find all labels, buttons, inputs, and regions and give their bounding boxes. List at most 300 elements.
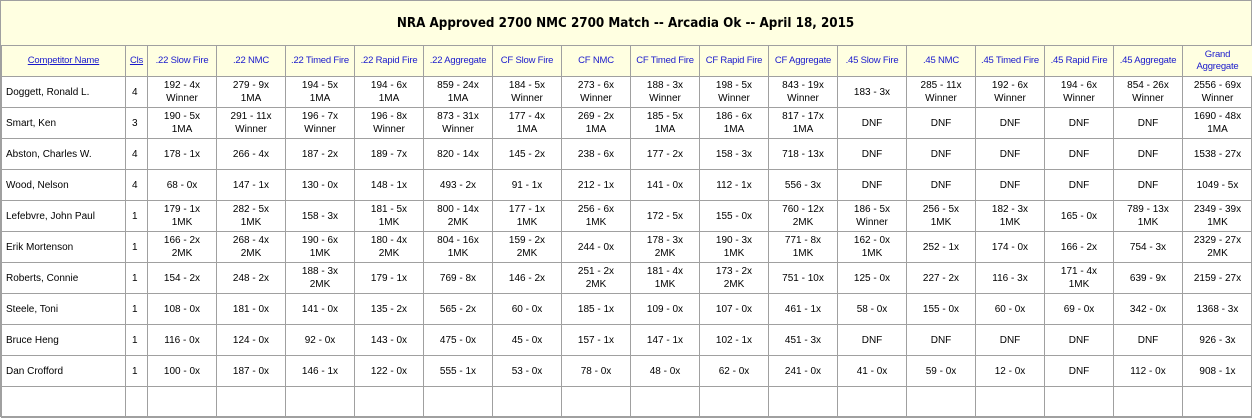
score-cell (1045, 356, 1114, 387)
column-header-cf-nmc: CF NMC (562, 46, 631, 77)
score-value: 181 - 0x (217, 303, 285, 316)
score-value: 238 - 6x (562, 148, 630, 161)
score-value: 185 - 1x (562, 303, 630, 316)
score-cell (217, 201, 286, 232)
column-header-grand-aggregate: Grand Aggregate (1183, 46, 1252, 77)
column-header-cf-rapid-fire: CF Rapid Fire (700, 46, 769, 77)
score-value: 194 - 6x (355, 79, 423, 92)
award-label: 2MK (424, 216, 492, 229)
score-value: 91 - 1x (493, 179, 561, 192)
score-cell (769, 294, 838, 325)
score-cell (1183, 325, 1252, 356)
score-cell (631, 201, 700, 232)
score-value: 859 - 24x (424, 79, 492, 92)
score-cell (631, 294, 700, 325)
column-header-competitor-name[interactable]: Competitor Name (2, 46, 126, 77)
score-value: DNF (976, 334, 1044, 347)
score-value: 196 - 8x (355, 110, 423, 123)
score-cell (700, 325, 769, 356)
score-cell (838, 356, 907, 387)
column-header-45-slow-fire: .45 Slow Fire (838, 46, 907, 77)
award-label: Winner (148, 92, 216, 105)
score-value: 116 - 0x (148, 334, 216, 347)
award-label: Winner (838, 216, 906, 229)
score-cell (1045, 294, 1114, 325)
score-value: 112 - 0x (1114, 365, 1182, 378)
column-header-cf-timed-fire: CF Timed Fire (631, 46, 700, 77)
score-value: 180 - 4x (355, 234, 423, 247)
award-label: 1MA (1183, 123, 1252, 136)
score-value: 177 - 1x (493, 203, 561, 216)
score-cell (976, 356, 1045, 387)
score-cell (769, 325, 838, 356)
score-cell (562, 356, 631, 387)
award-label: 1MA (148, 123, 216, 136)
results-body (2, 77, 1252, 418)
score-value: 124 - 0x (217, 334, 285, 347)
score-cell (424, 170, 493, 201)
score-cell (493, 294, 562, 325)
score-value: 256 - 5x (907, 203, 975, 216)
score-value: 179 - 1x (148, 203, 216, 216)
score-value: DNF (838, 179, 906, 192)
score-value: 241 - 0x (769, 365, 837, 378)
award-label: Winner (493, 92, 561, 105)
score-value: 166 - 2x (1045, 241, 1113, 254)
score-value: 1690 - 48x (1183, 110, 1252, 123)
score-cell (217, 263, 286, 294)
score-cell (976, 77, 1045, 108)
score-value: 41 - 0x (838, 365, 906, 378)
award-label: 1MA (355, 92, 423, 105)
score-cell (631, 170, 700, 201)
score-value: 285 - 11x (907, 79, 975, 92)
empty-cell (217, 387, 286, 418)
score-cell (1045, 77, 1114, 108)
score-value: 141 - 0x (631, 179, 699, 192)
score-value: DNF (1114, 179, 1182, 192)
column-header-cf-slow-fire: CF Slow Fire (493, 46, 562, 77)
score-cell (700, 232, 769, 263)
empty-cell (562, 387, 631, 418)
competitor-name-cell: Erik Mortenson (2, 232, 126, 263)
score-cell (355, 170, 424, 201)
award-label: Winner (1045, 92, 1113, 105)
score-value: DNF (1045, 334, 1113, 347)
score-cell (355, 263, 424, 294)
score-value: 769 - 8x (424, 272, 492, 285)
score-value: 269 - 2x (562, 110, 630, 123)
score-cell (493, 263, 562, 294)
award-label: 2MK (562, 278, 630, 291)
score-cell (1114, 139, 1183, 170)
score-cell (769, 77, 838, 108)
score-cell (907, 263, 976, 294)
class-cell: 1 (126, 294, 148, 325)
score-value: DNF (838, 117, 906, 130)
column-header-cls[interactable]: Cls (126, 46, 148, 77)
score-value: 157 - 1x (562, 334, 630, 347)
competitor-name-cell: Steele, Toni (2, 294, 126, 325)
empty-cell (1114, 387, 1183, 418)
score-cell (562, 201, 631, 232)
score-value: 172 - 5x (631, 210, 699, 223)
score-cell (976, 201, 1045, 232)
score-cell (769, 356, 838, 387)
score-value: 198 - 5x (700, 79, 768, 92)
award-label: 2MK (769, 216, 837, 229)
score-value: DNF (907, 334, 975, 347)
empty-cell (148, 387, 217, 418)
score-cell (907, 77, 976, 108)
award-label: Winner (355, 123, 423, 136)
table-row (2, 325, 1252, 356)
score-cell (1114, 325, 1183, 356)
score-cell (907, 139, 976, 170)
score-cell (286, 294, 355, 325)
score-cell (148, 325, 217, 356)
award-label: 1MA (493, 123, 561, 136)
score-cell (769, 108, 838, 139)
competitor-name-cell: Doggett, Ronald L. (2, 77, 126, 108)
score-value: 171 - 4x (1045, 265, 1113, 278)
score-cell (286, 108, 355, 139)
score-value: 108 - 0x (148, 303, 216, 316)
score-cell (1183, 170, 1252, 201)
score-cell (1045, 108, 1114, 139)
score-value: 186 - 6x (700, 110, 768, 123)
score-cell (148, 108, 217, 139)
score-value: DNF (838, 148, 906, 161)
score-cell (562, 263, 631, 294)
score-value: 1049 - 5x (1183, 179, 1252, 192)
score-cell (700, 201, 769, 232)
score-value: 184 - 5x (493, 79, 561, 92)
score-value: 135 - 2x (355, 303, 423, 316)
column-header-45-rapid-fire: .45 Rapid Fire (1045, 46, 1114, 77)
empty-cell (838, 387, 907, 418)
score-value: 109 - 0x (631, 303, 699, 316)
score-value: 751 - 10x (769, 272, 837, 285)
score-cell (562, 325, 631, 356)
score-cell (907, 201, 976, 232)
award-label: 1MK (217, 216, 285, 229)
score-cell (148, 232, 217, 263)
score-cell (1114, 201, 1183, 232)
score-value: 194 - 6x (1045, 79, 1113, 92)
score-cell (1183, 139, 1252, 170)
score-cell (148, 170, 217, 201)
score-cell (286, 77, 355, 108)
score-cell (976, 294, 1045, 325)
score-cell (1183, 108, 1252, 139)
award-label: 1MA (631, 123, 699, 136)
score-cell (631, 263, 700, 294)
empty-cell (126, 387, 148, 418)
score-cell (424, 294, 493, 325)
award-label: 1MA (424, 92, 492, 105)
score-value: 252 - 1x (907, 241, 975, 254)
award-label: 1MK (907, 216, 975, 229)
table-row (2, 263, 1252, 294)
score-cell (907, 232, 976, 263)
award-label: 1MK (631, 278, 699, 291)
score-cell (1183, 232, 1252, 263)
score-cell (493, 232, 562, 263)
score-cell (976, 263, 1045, 294)
score-value: 182 - 3x (976, 203, 1044, 216)
score-cell (424, 77, 493, 108)
table-row (2, 356, 1252, 387)
score-value: 461 - 1x (769, 303, 837, 316)
score-value: 53 - 0x (493, 365, 561, 378)
score-cell (976, 325, 1045, 356)
score-cell (148, 294, 217, 325)
column-header-22-timed-fire: .22 Timed Fire (286, 46, 355, 77)
score-value: DNF (1114, 117, 1182, 130)
score-value: 59 - 0x (907, 365, 975, 378)
award-label: 1MK (1183, 216, 1252, 229)
score-cell (1045, 232, 1114, 263)
score-cell (286, 263, 355, 294)
score-cell (217, 108, 286, 139)
table-row (2, 108, 1252, 139)
score-value: 854 - 26x (1114, 79, 1182, 92)
empty-cell (700, 387, 769, 418)
score-value: 159 - 2x (493, 234, 561, 247)
score-cell (286, 356, 355, 387)
score-value: 2329 - 27x (1183, 234, 1252, 247)
score-cell (769, 139, 838, 170)
score-value: 266 - 4x (217, 148, 285, 161)
score-cell (217, 77, 286, 108)
score-cell (424, 108, 493, 139)
score-cell (1114, 294, 1183, 325)
score-cell (838, 263, 907, 294)
score-value: DNF (907, 148, 975, 161)
award-label: Winner (1114, 92, 1182, 105)
score-value: 146 - 2x (493, 272, 561, 285)
score-value: 639 - 9x (1114, 272, 1182, 285)
score-value: DNF (976, 179, 1044, 192)
score-cell (355, 139, 424, 170)
score-value: 817 - 17x (769, 110, 837, 123)
score-cell (424, 232, 493, 263)
award-label: 1MK (1114, 216, 1182, 229)
empty-cell (424, 387, 493, 418)
score-value: DNF (838, 334, 906, 347)
award-label: 2MK (700, 278, 768, 291)
score-value: 154 - 2x (148, 272, 216, 285)
score-value: 244 - 0x (562, 241, 630, 254)
score-cell (1114, 356, 1183, 387)
score-cell (976, 232, 1045, 263)
score-value: 116 - 3x (976, 272, 1044, 285)
score-value: 2159 - 27x (1183, 272, 1252, 285)
score-cell (838, 294, 907, 325)
table-row (2, 77, 1252, 108)
score-value: 192 - 4x (148, 79, 216, 92)
score-cell (838, 232, 907, 263)
score-cell (1045, 263, 1114, 294)
score-cell (493, 139, 562, 170)
score-cell (148, 77, 217, 108)
score-value: 273 - 6x (562, 79, 630, 92)
score-value: 190 - 5x (148, 110, 216, 123)
score-cell (562, 294, 631, 325)
competitor-name-cell: Bruce Heng (2, 325, 126, 356)
score-value: DNF (907, 179, 975, 192)
score-value: 1538 - 27x (1183, 148, 1252, 161)
award-label: 1MA (562, 123, 630, 136)
competitor-name-cell: Dan Crofford (2, 356, 126, 387)
score-cell (700, 139, 769, 170)
class-cell: 3 (126, 108, 148, 139)
score-value: 158 - 3x (286, 210, 354, 223)
score-cell (1045, 139, 1114, 170)
empty-cell (1045, 387, 1114, 418)
score-value: 122 - 0x (355, 365, 423, 378)
score-cell (1183, 77, 1252, 108)
score-cell (355, 325, 424, 356)
score-cell (562, 77, 631, 108)
award-label: Winner (1183, 92, 1252, 105)
award-label: 2MK (355, 247, 423, 260)
column-header-cf-aggregate: CF Aggregate (769, 46, 838, 77)
score-value: 718 - 13x (769, 148, 837, 161)
score-value: 60 - 0x (976, 303, 1044, 316)
score-cell (493, 325, 562, 356)
award-label: Winner (976, 92, 1044, 105)
score-value: 555 - 1x (424, 365, 492, 378)
score-cell (217, 325, 286, 356)
score-value: 800 - 14x (424, 203, 492, 216)
award-label: Winner (424, 123, 492, 136)
score-value: 1368 - 3x (1183, 303, 1252, 316)
score-value: 177 - 2x (631, 148, 699, 161)
score-value: 179 - 1x (355, 272, 423, 285)
score-cell (838, 201, 907, 232)
score-value: 187 - 2x (286, 148, 354, 161)
score-cell (355, 77, 424, 108)
empty-cell (355, 387, 424, 418)
column-header-45-nmc: .45 NMC (907, 46, 976, 77)
score-value: 279 - 9x (217, 79, 285, 92)
award-label: 1MK (700, 247, 768, 260)
award-label: 2MK (148, 247, 216, 260)
results-table (1, 45, 1252, 418)
score-value: DNF (976, 148, 1044, 161)
score-value: 196 - 7x (286, 110, 354, 123)
score-cell (493, 108, 562, 139)
score-value: 130 - 0x (286, 179, 354, 192)
score-value: 147 - 1x (631, 334, 699, 347)
award-label: 2MK (493, 247, 561, 260)
score-value: DNF (976, 117, 1044, 130)
competitor-name-cell: Lefebvre, John Paul (2, 201, 126, 232)
score-cell (1114, 232, 1183, 263)
score-cell (217, 170, 286, 201)
score-value: 141 - 0x (286, 303, 354, 316)
score-value: 188 - 3x (631, 79, 699, 92)
score-value: 820 - 14x (424, 148, 492, 161)
empty-row (2, 387, 1252, 418)
award-label: 1MK (838, 247, 906, 260)
award-label: 1MK (148, 216, 216, 229)
column-header-22-rapid-fire: .22 Rapid Fire (355, 46, 424, 77)
score-value: 181 - 4x (631, 265, 699, 278)
award-label: 1MK (424, 247, 492, 260)
class-cell: 1 (126, 263, 148, 294)
score-value: DNF (1045, 117, 1113, 130)
column-header-45-timed-fire: .45 Timed Fire (976, 46, 1045, 77)
score-cell (700, 170, 769, 201)
score-cell (217, 294, 286, 325)
award-label: 1MA (700, 123, 768, 136)
class-cell: 1 (126, 232, 148, 263)
score-cell (424, 356, 493, 387)
score-value: 12 - 0x (976, 365, 1044, 378)
score-value: 92 - 0x (286, 334, 354, 347)
award-label: 1MA (217, 92, 285, 105)
score-cell (424, 139, 493, 170)
score-cell (1183, 294, 1252, 325)
score-value: 158 - 3x (700, 148, 768, 161)
class-cell: 1 (126, 325, 148, 356)
score-cell (562, 170, 631, 201)
score-value: 342 - 0x (1114, 303, 1182, 316)
award-label: 1MA (286, 92, 354, 105)
score-value: 181 - 5x (355, 203, 423, 216)
score-value: 843 - 19x (769, 79, 837, 92)
empty-cell (631, 387, 700, 418)
score-value: 251 - 2x (562, 265, 630, 278)
score-value: 68 - 0x (148, 179, 216, 192)
score-value: 190 - 3x (700, 234, 768, 247)
score-value: 155 - 0x (907, 303, 975, 316)
score-cell (355, 108, 424, 139)
award-label: 1MK (976, 216, 1044, 229)
award-label: 1MA (769, 123, 837, 136)
award-label: Winner (631, 92, 699, 105)
score-cell (838, 325, 907, 356)
award-label: Winner (217, 123, 285, 136)
score-cell (1114, 170, 1183, 201)
column-header-22-aggregate: .22 Aggregate (424, 46, 493, 77)
score-value: 69 - 0x (1045, 303, 1113, 316)
award-label: 2MK (286, 278, 354, 291)
score-value: 282 - 5x (217, 203, 285, 216)
class-cell: 1 (126, 201, 148, 232)
score-value: 187 - 0x (217, 365, 285, 378)
score-value: 148 - 1x (355, 179, 423, 192)
score-value: 451 - 3x (769, 334, 837, 347)
score-cell (1114, 108, 1183, 139)
score-cell (631, 139, 700, 170)
score-cell (631, 77, 700, 108)
table-row (2, 201, 1252, 232)
score-value: DNF (1114, 334, 1182, 347)
empty-cell (1183, 387, 1252, 418)
empty-cell (976, 387, 1045, 418)
score-cell (286, 325, 355, 356)
score-value: 188 - 3x (286, 265, 354, 278)
score-cell (700, 108, 769, 139)
score-value: 174 - 0x (976, 241, 1044, 254)
score-value: 107 - 0x (700, 303, 768, 316)
score-cell (493, 356, 562, 387)
score-cell (907, 356, 976, 387)
